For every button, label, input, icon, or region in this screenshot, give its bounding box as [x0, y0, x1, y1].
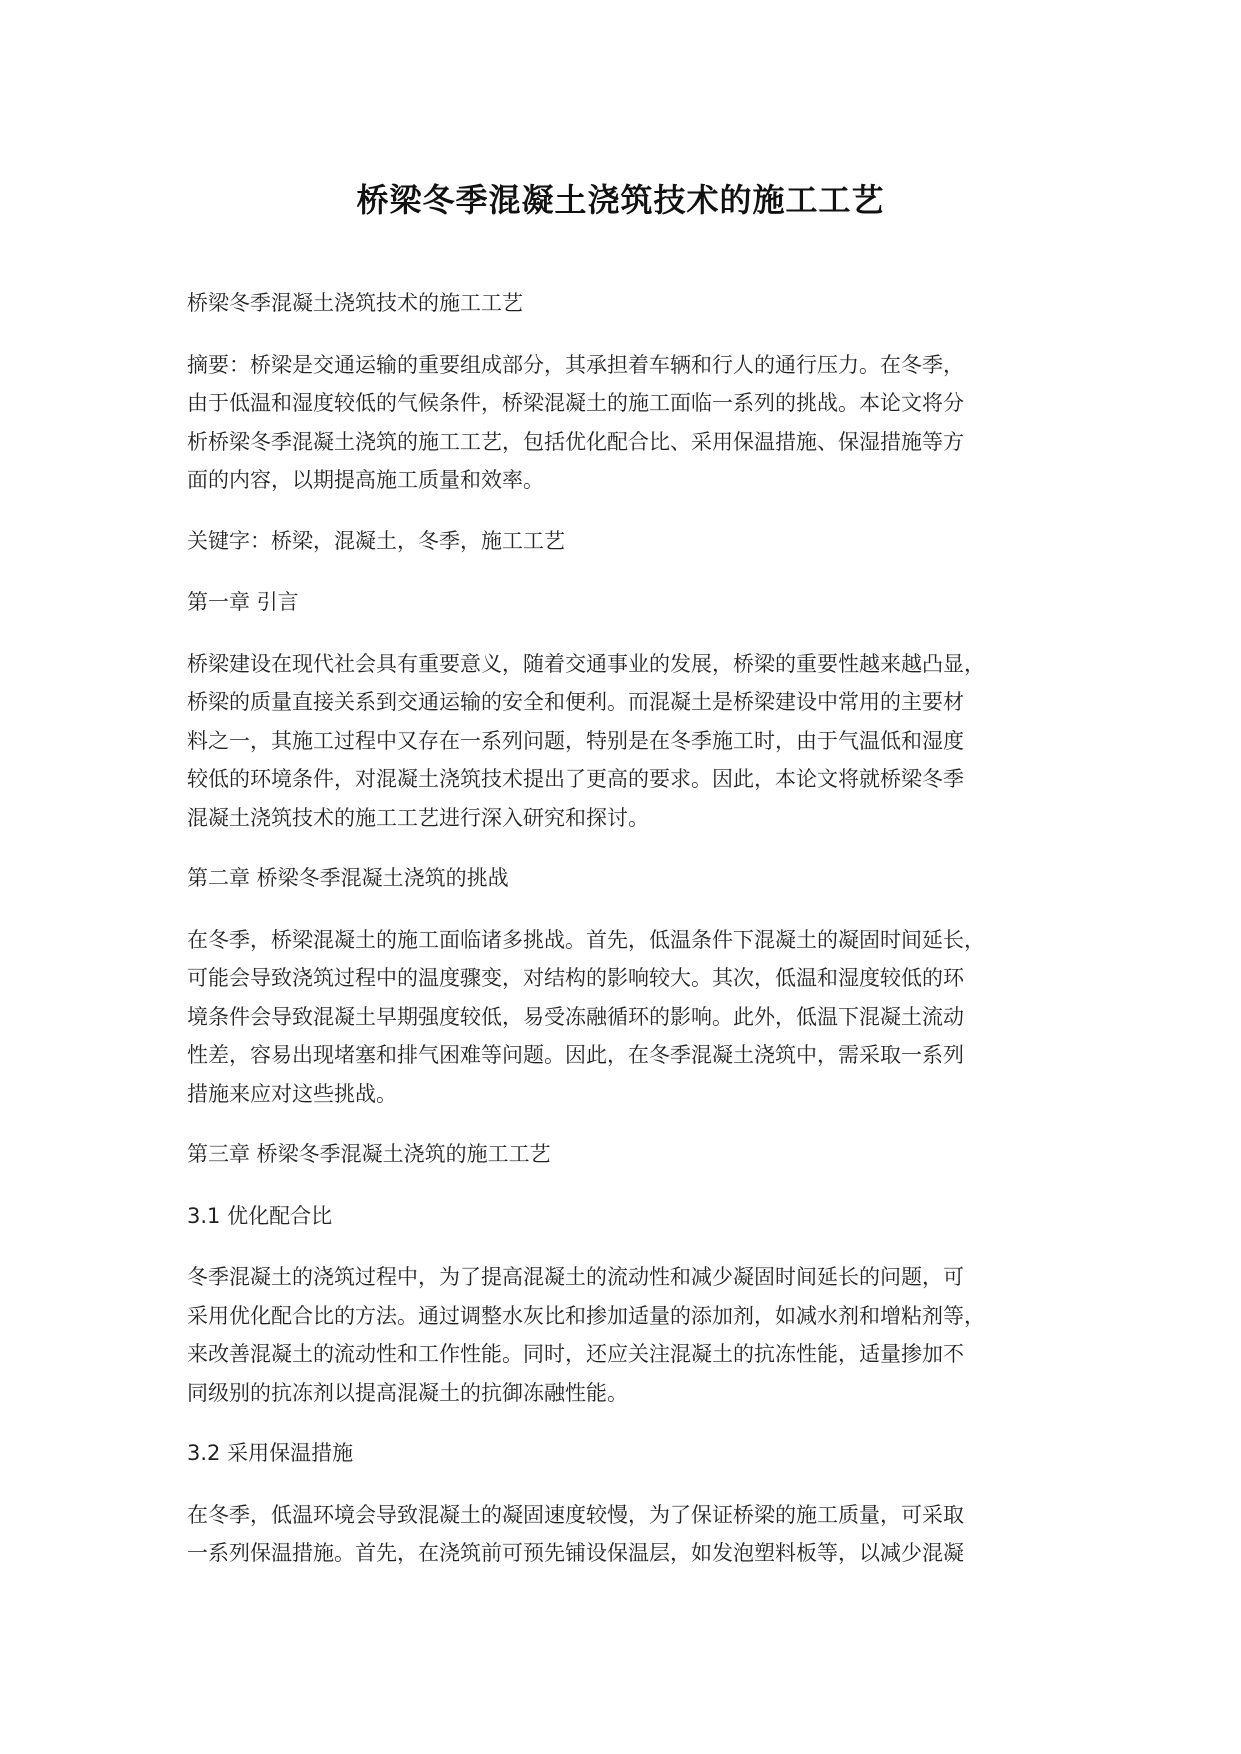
paragraph-mix-ratio: [187, 1258, 1072, 1412]
paragraph-challenges: [187, 921, 1072, 1114]
paragraph-insulation: [187, 1496, 1072, 1573]
heading-line: 第二章 桥梁冬季混凝土浇筑的挑战: [187, 866, 509, 890]
paragraph-subtitle: [187, 284, 1072, 323]
paragraph-line: 摘要：桥梁是交通运输的重要组成部分，其承担着车辆和行人的通行压力。在冬季，: [187, 352, 964, 377]
heading-line: 3.1 优化配合比: [187, 1203, 333, 1228]
document-body: [187, 284, 1072, 1595]
paragraph-line: 桥梁冬季混凝土浇筑技术的施工工艺: [187, 291, 523, 315]
paragraph-line: 桥梁建设在现代社会具有重要意义，随着交通事业的发展，桥梁的重要性越来越凸显，: [187, 651, 985, 676]
paragraph-line: 料之一，其施工过程中又存在一系列问题，特别是在冬季施工时，由于气温低和湿度: [187, 728, 964, 753]
paragraph-line: 较低的环境条件，对混凝土浇筑技术提出了更高的要求。因此，本论文将就桥梁冬季: [187, 767, 964, 791]
paragraph-line: 在冬季，低温环境会导致混凝土的凝固速度较慢，为了保证桥梁的施工质量，可采取: [187, 1502, 964, 1527]
paragraph-line: 析桥梁冬季混凝土浇筑的施工工艺，包括优化配合比、采用保温措施、保湿措施等方: [187, 429, 964, 454]
heading-line: 第一章 引言: [187, 590, 299, 614]
heading-section-3-1: [187, 1197, 1072, 1236]
paragraph-line: 在冬季，桥梁混凝土的施工面临诸多挑战。首先，低温条件下混凝土的凝固时间延长，: [187, 927, 985, 952]
paragraph-introduction: [187, 645, 1072, 838]
paragraph-line: 由于低温和湿度较低的气候条件，桥梁混凝土的施工面临一系列的挑战。本论文将分: [187, 391, 964, 415]
paragraph-line: 混凝土浇筑技术的施工工艺进行深入研究和探讨。: [187, 805, 649, 830]
paragraph-line: 关键字：桥梁，混凝土，冬季，施工工艺: [187, 528, 565, 553]
paragraph-line: 一系列保温措施。首先，在浇筑前可预先铺设保温层，如发泡塑料板等，以减少混凝: [187, 1541, 964, 1565]
heading-section-3-2: [187, 1434, 1072, 1473]
paragraph-line: 可能会导致浇筑过程中的温度骤变，对结构的影响较大。其次，低温和湿度较低的环: [187, 966, 964, 990]
heading-chapter-1: [187, 583, 1072, 622]
paragraph-line: 来改善混凝土的流动性和工作性能。同时，还应关注混凝土的抗冻性能，适量掺加不: [187, 1342, 964, 1366]
document-title: 桥梁冬季混凝土浇筑技术的施工工艺: [356, 181, 885, 219]
paragraph-line: 采用优化配合比的方法。通过调整水灰比和掺加适量的添加剂，如减水剂和增粘剂等，: [187, 1303, 985, 1328]
heading-chapter-3: [187, 1135, 1072, 1174]
paragraph-line: 桥梁的质量直接关系到交通运输的安全和便利。而混凝土是桥梁建设中常用的主要材: [187, 690, 964, 714]
paragraph-line: 性差，容易出现堵塞和排气困难等问题。因此，在冬季混凝土浇筑中，需采取一系列: [187, 1043, 964, 1067]
paragraph-abstract: [187, 346, 1072, 500]
paragraph-line: 措施来应对这些挑战。: [187, 1081, 397, 1106]
heading-chapter-2: [187, 859, 1072, 898]
paragraph-line: 境条件会导致混凝土早期强度较低，易受冻融循环的影响。此外，低温下混凝土流动: [187, 1004, 964, 1029]
paragraph-line: 同级别的抗冻剂以提高混凝土的抗御冻融性能。: [187, 1380, 628, 1405]
paragraph-line: 冬季混凝土的浇筑过程中，为了提高混凝土的流动性和减少凝固时间延长的问题，可: [187, 1265, 964, 1289]
heading-line: 第三章 桥梁冬季混凝土浇筑的施工工艺: [187, 1142, 551, 1166]
heading-line: 3.2 采用保温措施: [187, 1441, 354, 1465]
paragraph-keywords: [187, 522, 1072, 561]
paragraph-line: 面的内容，以期提高施工质量和效率。: [187, 468, 544, 492]
